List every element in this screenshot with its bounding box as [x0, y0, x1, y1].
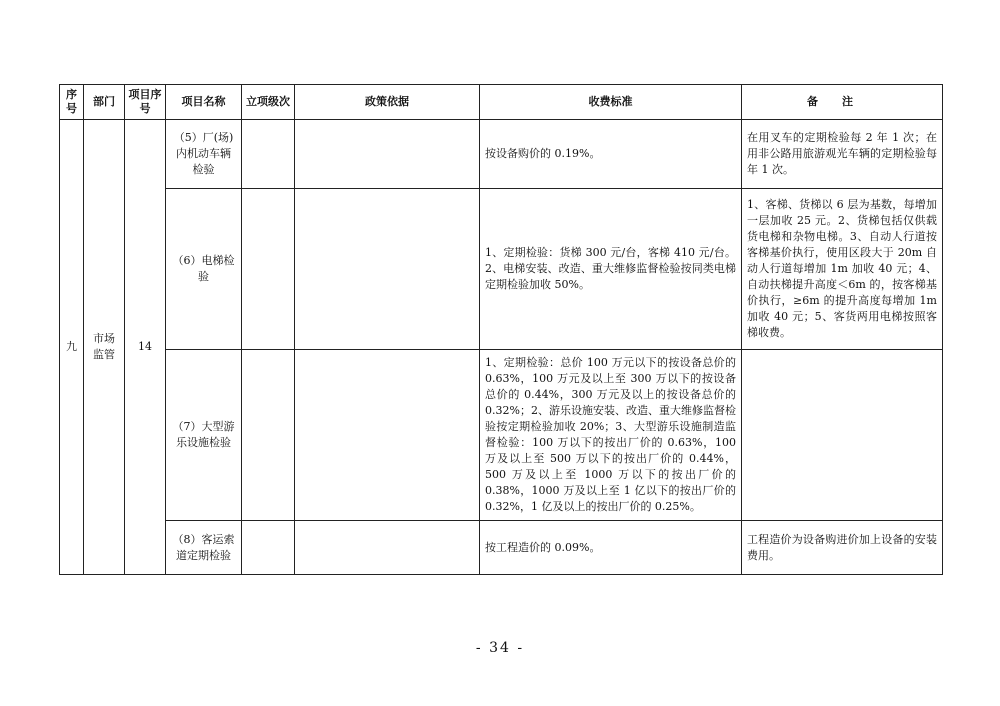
header-seq: 序号 — [60, 85, 84, 120]
level-cell — [242, 120, 295, 189]
header-level: 立项级次 — [242, 85, 295, 120]
fee-cell: 1、定期检验：货梯 300 元/台，客梯 410 元/台。2、电梯安装、改造、重大维修监督检验按同类电梯定期检验加收 50%。 — [480, 189, 742, 350]
level-cell — [242, 350, 295, 521]
table-row — [60, 350, 943, 521]
policy-cell — [295, 189, 480, 350]
page-number: - 34 - — [475, 640, 525, 656]
group-dept-cell: 市场监管 — [84, 120, 125, 575]
group-item-no-cell: 14 — [125, 120, 166, 575]
item-name-cell: （8）客运索道定期检验 — [166, 521, 242, 575]
item-name-cell: （6）电梯检验 — [166, 189, 242, 350]
fee-standard-table — [59, 84, 943, 575]
item-name-cell: （5）厂(场)内机动车辆检验 — [166, 120, 242, 189]
header-remark-text: 备注 — [807, 95, 877, 108]
item-name-cell: （7）大型游乐设施检验 — [166, 350, 242, 521]
policy-cell — [295, 350, 480, 521]
remark-cell: 1、客梯、货梯以 6 层为基数，每增加一层加收 25 元。2、货梯包括仅供载货电梯和杂物电梯。3、自动人行道按客梯基价执行，使用区段大于 20m 自动人行道每增加 1m 加收 40 元；4、自动扶梯提升高度＜6m 的，按客梯基价执行，≥6m 的提升高度每增加 1m 加收 40 元；5、客货两用电梯按照客梯收费。 — [742, 189, 943, 350]
table-row — [60, 189, 943, 350]
fee-cell: 1、定期检验：总价 100 万元以下的按设备总价的 0.63%，100 万元及以上至 300 万以下的按设备总价的 0.44%，300 万元及以上的按设备总价的 0.32%；2、游乐设施安装、改造、重大维修监督检验按定期检验加收 20%；3、大型游乐设施制造监督检验：100 万以下的按出厂价的 0.63%，100 万及以上至 500 万以下的按出厂价的 0.44%，500 万及以上至 1000 万以下的按出厂价的 0.38%，1000 万及以上至 1 亿以下的按出厂价的 0.32%，1 亿及以上的按出厂价的 0.25%。 — [480, 350, 742, 521]
level-cell — [242, 521, 295, 575]
header-item-name: 项目名称 — [166, 85, 242, 120]
header-fee: 收费标准 — [480, 85, 742, 120]
fee-cell: 按工程造价的 0.09%。 — [480, 521, 742, 575]
policy-cell — [295, 120, 480, 189]
header-dept: 部门 — [84, 85, 125, 120]
table-row — [60, 521, 943, 575]
header-row — [60, 85, 943, 120]
remark-cell: 在用叉车的定期检验每 2 年 1 次；在用非公路用旅游观光车辆的定期检验每年 1 次。 — [742, 120, 943, 189]
level-cell — [242, 189, 295, 350]
remark-cell — [742, 350, 943, 521]
header-policy: 政策依据 — [295, 85, 480, 120]
policy-cell — [295, 521, 480, 575]
group-seq-cell: 九 — [60, 120, 84, 575]
header-item-no: 项目序号 — [125, 85, 166, 120]
fee-cell: 按设备购价的 0.19%。 — [480, 120, 742, 189]
header-remark — [742, 85, 943, 120]
remark-cell: 工程造价为设备购进价加上设备的安装费用。 — [742, 521, 943, 575]
table-row — [60, 120, 943, 189]
